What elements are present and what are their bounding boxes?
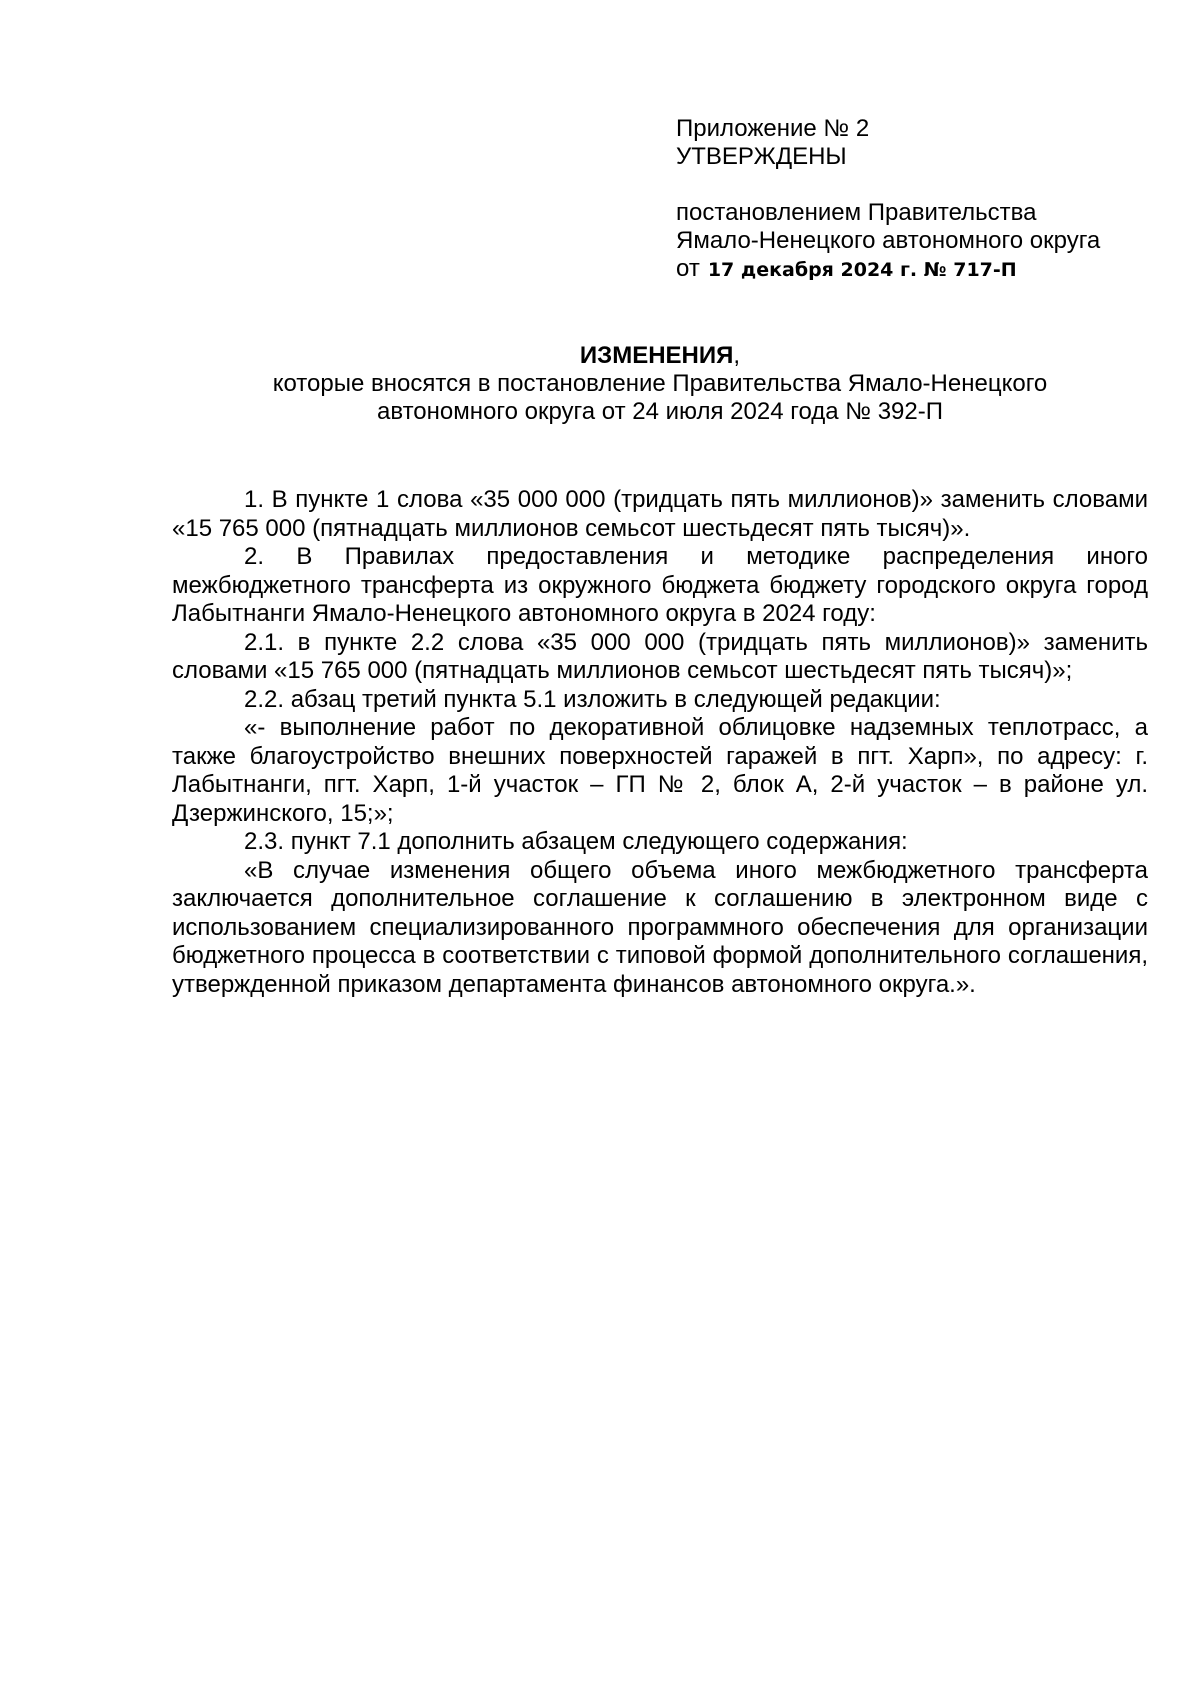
approved-by-line-1: постановлением Правительства — [676, 199, 1037, 226]
document-body — [172, 486, 1148, 999]
header-spacer — [676, 171, 1146, 199]
decree-date-line — [676, 255, 1146, 284]
paragraph-2-2: 2.2. абзац третий пункта 5.1 изложить в следующей редакции: — [244, 685, 941, 713]
approved-by-line-2: Ямало-Ненецкого автономного округа — [676, 227, 1101, 254]
appendix-label: Приложение № 2 — [676, 115, 870, 142]
approval-header — [676, 115, 1146, 284]
title-main — [172, 342, 1148, 370]
document-title — [172, 342, 1148, 426]
paragraph-2-3-quote: «В случае изменения общего объема иного межбюджетного трансферта заключается дополнительное соглашение к соглашению в электронном виде с использованием специализированного программного обеспечения для организации бюджетного процесса в соответствии с типовой формой дополнительного соглашения, утвержденной приказом департамента финансов автономного округа.». — [172, 856, 1148, 998]
paragraph-2-2-quote: «- выполнение работ по декоративной облицовке надземных теплотрасс, а также благоустройство внешних поверхностей гаражей в пгт. Харп», по адресу: г. Лабытнанги, пгт. Харп, 1-й участок – ГП № 2, блок А, 2-й участок – в районе ул. Дзержинского, 15;»; — [172, 714, 1148, 827]
approved-label: УТВЕРЖДЕНЫ — [676, 143, 847, 170]
paragraph-1: 1. В пункте 1 слова «35 000 000 (тридцать пять миллионов)» заменить словами «15 765 000 (пятнадцать миллионов семьсот шестьдесят пять тысяч)». — [172, 486, 1148, 542]
title-comma: , — [733, 342, 741, 369]
decree-date-number: 17 декабря 2024 г. № 717-П — [707, 259, 1017, 281]
title-heading: ИЗМЕНЕНИЯ — [579, 342, 734, 369]
paragraph-2-3: 2.3. пункт 7.1 дополнить абзацем следующего содержания: — [244, 828, 908, 855]
title-subtitle: которые вносятся в постановление Правительства Ямало-Ненецкого автономного округа от 24 июля 2024 года № 392-П — [272, 370, 1048, 425]
paragraph-2-1: 2.1. в пункте 2.2 слова «35 000 000 (тридцать пять миллионов)» заменить словами «15 765 000 (пятнадцать миллионов семьсот шестьдесят пять тысяч)»; — [172, 628, 1148, 684]
date-prefix: от — [676, 255, 700, 282]
paragraph-2: 2. В Правилах предоставления и методике распределения иного межбюджетного трансферта из окружного бюджета бюджету городского округа город Лабытнанги Ямало-Ненецкого автономного округа в 2024 году: — [172, 543, 1148, 627]
